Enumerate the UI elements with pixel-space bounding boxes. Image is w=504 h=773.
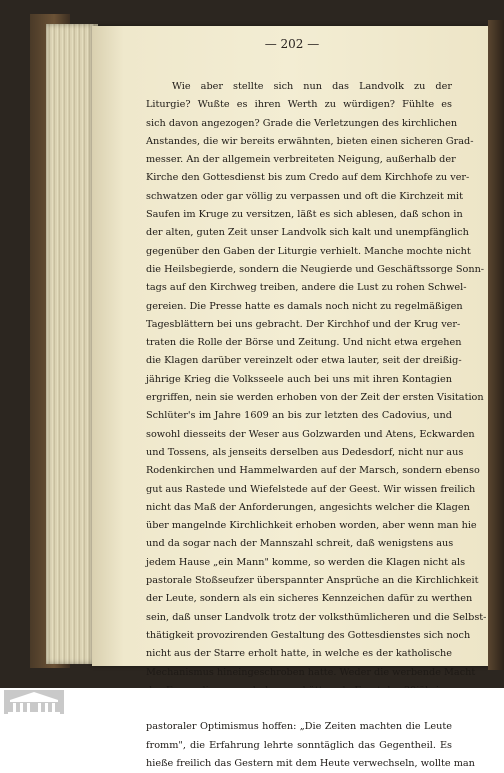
text-line: Rodenkirchen und Hammelwarden auf der Marsch, sondern ebenso: [146, 465, 480, 477]
text-line: und Tossens, als jenseits derselben aus Dedesdorf, nicht nur aus: [146, 446, 464, 458]
text-line: gereien. Die Presse hatte es damals noch nicht zu regelmäßigen: [146, 300, 463, 312]
text-line: sein, daß unser Landvolk trotz der volksthümlicheren und die Selbst-: [146, 611, 487, 623]
page-edges: [46, 24, 98, 664]
library-logo-icon: [4, 690, 64, 714]
text-line: die Heilsbegierde, sondern die Neugierde und Geschäftssorge Sonn-: [146, 263, 485, 275]
text-line: jährige Krieg die Volksseele auch bei uns mit ihren Kontagien: [146, 373, 452, 385]
text-line: pastorale Stoßseufzer überspannter Ansprüche an die Kirchlichkeit: [146, 575, 479, 587]
text-line: Anstandes, die wir bereits erwähnten, bieten einen sicheren Grad-: [146, 135, 474, 147]
text-line: Tagesblättern bei uns gebracht. Der Kirchhof und der Krug ver-: [146, 318, 461, 330]
text-line: jedem Hause „ein Mann" komme, so werden die Klagen nicht als: [146, 556, 466, 568]
text-line: über mangelnde Kirchlichkeit erhoben worden, aber wenn man hie: [146, 520, 477, 532]
text-line: sowohl diesseits der Weser aus Golzwarden und Atens, Eckwarden: [146, 428, 475, 440]
text-line: Mechanismus hineingeschroben hatte. Weder die werbende Macht: [146, 666, 476, 678]
text-line: Wie aber stellte sich nun das Landvolk zu der: [172, 81, 452, 92]
text-line: Kirche den Gottesdienst bis zum Credo auf dem Kirchhofe zu ver-: [146, 172, 470, 184]
text-line: gegenüber den Gaben der Liturgie verhielt. Manche mochte nicht: [146, 245, 471, 257]
text-line: traten die Rolle der Börse und Zeitung. Und nicht etwa ergehen: [146, 337, 462, 349]
text-line: die Klagen darüber vereinzelt oder etwa lauter, seit der dreißig-: [146, 355, 462, 367]
text-line: thätigkeit provozirenden Gestaltung des Gottesdienstes sich noch: [146, 629, 471, 641]
text-line: der alten, guten Zeit unser Landvolk sich kalt und unempfänglich: [146, 227, 469, 239]
body-text: [146, 78, 487, 773]
page-number: — 202 —: [264, 37, 320, 51]
text-line: ergriffen, nein sie werden erhoben von der Zeit der ersten Visitation: [146, 392, 484, 404]
text-line: und da sogar nach der Mannszahl schreit, daß wenigstens aus: [146, 538, 454, 550]
text-line: nicht aus der Starre erholt hatte, in welche es der katholische: [146, 648, 452, 660]
text-line: Schlüter's im Jahre 1609 an bis zur letzten des Cadovius, und: [146, 410, 452, 422]
book-cover-right: [488, 20, 504, 670]
text-line: Liturgie? Wußte es ihren Werth zu würdigen? Fühlte es: [146, 99, 452, 111]
text-line: sich davon angezogen? Grade die Verletzungen des kirchlichen: [146, 117, 458, 129]
text-line: messer. An der allgemein verbreiteten Neigung, außerhalb der: [146, 154, 456, 166]
text-line: nicht das Maß der Anforderungen, angesichts welcher die Klagen: [146, 501, 470, 513]
text-line: tags auf den Kirchweg treiben, andere die Lust zu rohen Schwel-: [146, 282, 467, 294]
text-line: Saufen im Kruge zu versitzen, läßt es sich ablesen, daß schon in: [146, 209, 463, 221]
text-line: der Leute, sondern als ein sicheres Kennzeichen dafür zu werthen: [146, 593, 473, 605]
text-line: hieße freilich das Gestern mit dem Heute verwechseln, wollte man: [146, 757, 475, 769]
footer-bar: [0, 688, 504, 716]
text-line: fromm", die Erfahrung lehrte sonntäglich das Gegentheil. Es: [146, 739, 452, 751]
text-line: gut aus Rastede und Wiefelstede auf der Geest. Wir wissen freilich: [146, 483, 476, 495]
text-line: schwatzen oder gar völlig zu verpassen und oft die Kirchzeit mit: [146, 190, 464, 202]
text-line: pastoraler Optimismus hoffen: „Die Zeiten machten die Leute: [146, 721, 452, 733]
